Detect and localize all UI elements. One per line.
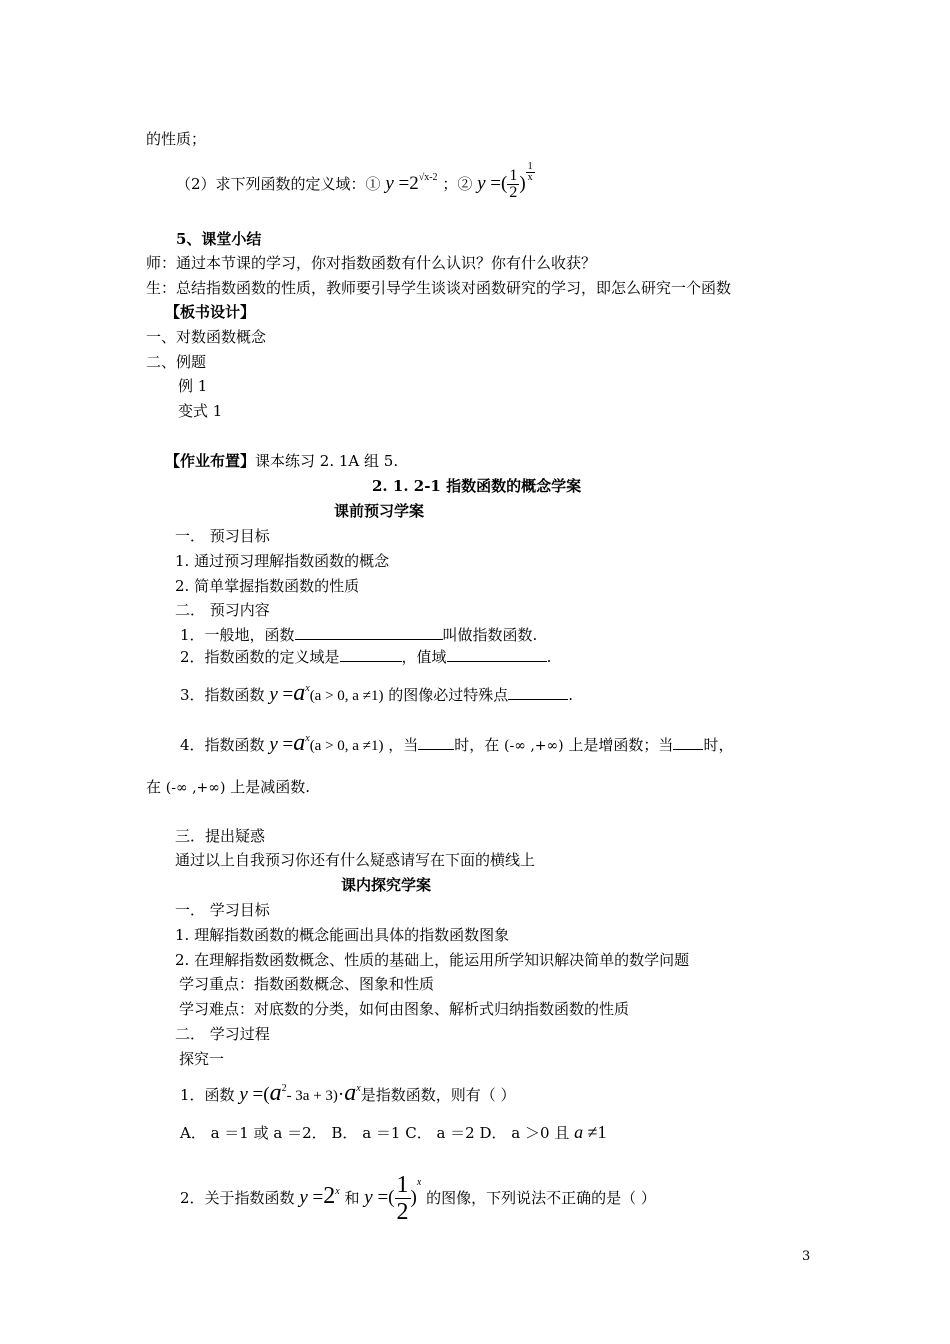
page-number: 3 [802,1249,811,1264]
formula: $y =(a^2-$ $3a + 3)\cdot a^x$ [239,1080,361,1106]
subsection-title: 课内探究学案 [341,876,432,894]
formula: $y =a^x(a > 0$, a ≠1) [269,680,384,706]
formula: y =( $\frac{1}{2}$ )$^x$ [364,1172,422,1225]
question-1: 1．一般地，函数 叫做指数函数. [180,626,538,644]
subsection-title: 课前预习学案 [334,502,425,520]
text-line: 一． 预习目标 [175,527,270,545]
text-line: 一、对数函数概念 [146,328,267,346]
answer-blank[interactable] [673,735,703,750]
exercise-2: 2．关于指数函数 $y =2^x$ 和 y =( $\frac{1}{2}$ )$^x$ 的图像，下列说法不正确的是（ ） [180,1172,656,1225]
question-4: 4．指数函数 $y =a^x(a > 0$, a ≠1) ，当 时，在 (-∞ ,+∞) 上是增函数；当 时， [180,730,734,756]
text: （2）求下列函数的定义域：① [176,174,381,193]
text-line: 变式 1 [178,402,223,420]
text-line: 学习难点：对底数的分类，如何由图象、解析式归纳指数函数的性质 [179,1000,630,1018]
list-item: 1. 通过预习理解指数函数的概念 [175,552,390,570]
interval: (-∞ ,+∞) [504,738,564,754]
homework-line: 【作业布置】课本练习 2. 1A 组 5. [165,452,399,470]
section-title: 5、课堂小结 [176,230,262,248]
text-line: 的性质； [146,130,207,148]
answer-blank[interactable] [418,735,454,750]
page-title: 2. 1. 2-1 指数函数的概念学案 [372,477,582,495]
text-line: 探究一 [179,1050,225,1068]
question-domain [176,161,535,201]
list-item: 2. 简单掌握指数函数的性质 [175,577,360,595]
text-line: 三．提出疑惑 [175,827,266,845]
text-line: 二． 预习内容 [175,601,270,619]
section-title: 【板书设计】 [165,303,256,321]
interval: (-∞ ,+∞) [165,780,226,796]
answer-blank[interactable] [295,625,443,640]
answer-blank[interactable] [340,647,402,662]
formula: $y =a^x(a > 0$, a ≠1) [269,730,384,756]
formula-1: $y =2^{√x-2}$ [385,171,438,194]
text-line: 二、例题 [146,353,207,371]
exercise-1-options: A． a ＝1 或 a ＝2． B． a ＝1 C． a ＝2 D． a ＞0 且 a ≠1 [180,1122,607,1142]
formula: $y =2^x$ [299,1182,340,1209]
text-line: 生：总结指数函数的性质，教师要引导学生谈谈对函数研究的学习，即怎么研究一个函数 [146,279,732,297]
list-item: 2. 在理解指数函数概念、性质的基础上，能运用所学知识解决简单的数学问题 [175,951,690,969]
text-line: 例 1 [178,377,208,395]
list-item: 1. 理解指数函数的概念能画出具体的指数函数图象 [175,926,510,944]
exercise-1: 1．函数 $y =(a^2-$ $3a + 3)\cdot a^x$是指数函数，则有（ ） [180,1080,516,1106]
text-line: 二． 学习过程 [175,1025,270,1043]
formula-2: y =( $\frac{1}{2}$ ) $\frac{1}{x}$ [477,161,533,201]
answer-blank[interactable] [508,685,568,700]
text-line: 一． 学习目标 [175,901,270,919]
text-line: 师：通过本节课的学习，你对指数函数有什么认识？你有什么收获？ [146,254,597,272]
formula: a ≠1 [574,1122,607,1142]
text: ；② [442,174,473,193]
question-3: 3．指数函数 $y =a^x(a > 0$, a ≠1) 的图像必过特殊点 . [180,680,574,706]
question-4-cont: 在 (-∞ ,+∞) 上是减函数. [146,778,310,796]
answer-blank[interactable] [447,647,547,662]
text-line: 学习重点：指数函数概念、图象和性质 [179,975,435,993]
text-line: 通过以上自我预习你还有什么疑惑请写在下面的横线上 [175,851,536,869]
question-2: 2．指数函数的定义域是 ，值域 . [180,648,552,666]
